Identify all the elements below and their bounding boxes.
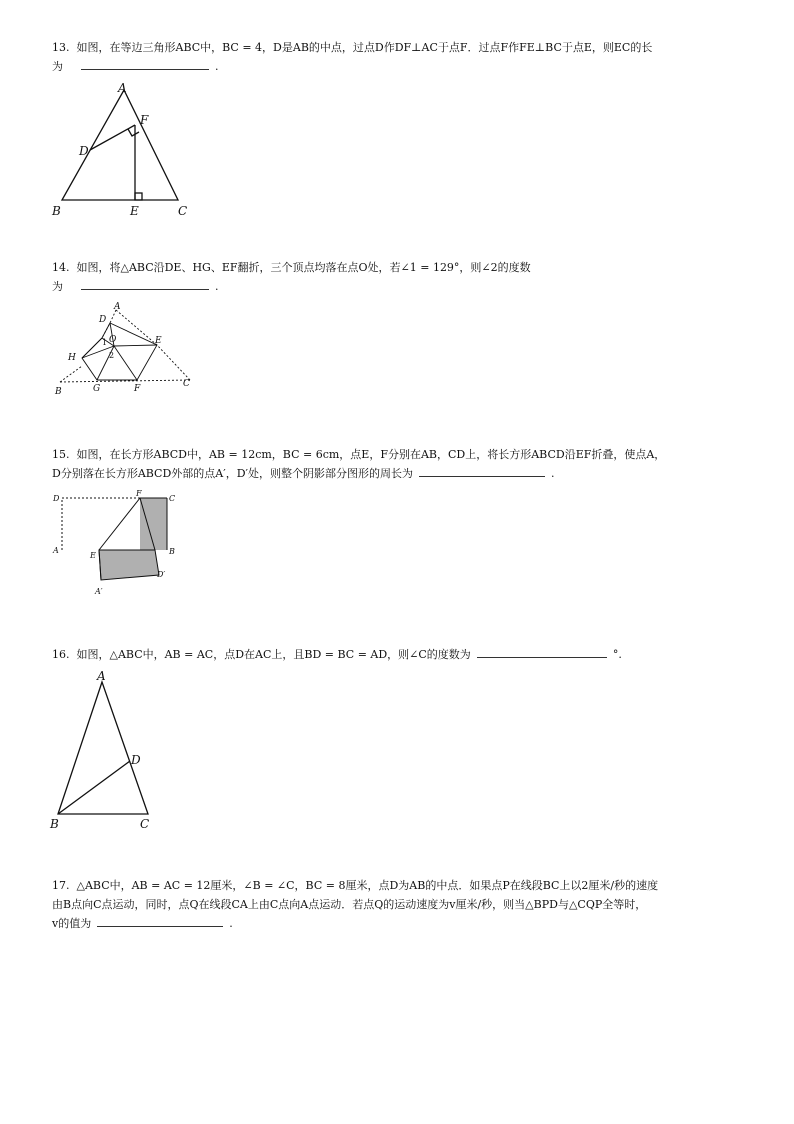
crease xyxy=(114,345,157,346)
question-13 xyxy=(52,38,752,76)
label-c: C xyxy=(140,817,150,831)
question-text: 如图，在长方形ABCD中，AB = 12cm，BC = 6cm，点E，F分别在AB，CD上，将长方形ABCD沿EF折叠，使点A， xyxy=(76,448,666,461)
crease xyxy=(82,338,102,358)
label-e: E xyxy=(130,204,139,218)
answer-blank[interactable] xyxy=(81,57,209,70)
label-g: G xyxy=(93,384,101,394)
question-number: 13. xyxy=(52,41,70,54)
label-d: D xyxy=(79,144,89,158)
crease xyxy=(114,346,137,380)
label-f: F xyxy=(140,113,149,127)
question-14 xyxy=(52,258,752,296)
question-end: °. xyxy=(612,648,622,661)
label-c: C xyxy=(169,494,176,503)
question-16 xyxy=(52,645,752,664)
question-text: v的值为 xyxy=(52,917,92,930)
label-b: B xyxy=(52,204,61,218)
label-b: B xyxy=(55,387,62,397)
label-e: E xyxy=(90,551,96,560)
label-a-prime: A′ xyxy=(95,587,103,596)
label-a: A xyxy=(114,302,121,312)
angle-label-2: 2 xyxy=(109,351,115,360)
question-end: . xyxy=(551,467,555,480)
label-b: B xyxy=(169,547,175,556)
question-15 xyxy=(52,445,752,483)
question-text: 为 xyxy=(52,60,63,73)
label-d: D xyxy=(99,315,107,325)
question-end: . xyxy=(215,280,219,293)
label-c: C xyxy=(178,204,188,218)
question-text: 如图，将△ABC沿DE、HG、EF翻折，三个顶点均落在点O处，若∠1 = 129°，则∠2的度数 xyxy=(76,261,531,274)
figure-14 xyxy=(52,298,207,398)
figure-15 xyxy=(50,490,185,600)
question-end: . xyxy=(229,917,233,930)
question-text: 如图，在等边三角形ABC中，BC = 4，D是AB的中点，过点D作DF⊥AC于点F．过点F作FE⊥BC于点E，则EC的长 xyxy=(76,41,653,54)
figure-13 xyxy=(48,80,198,222)
dashed-rectangle xyxy=(62,498,140,550)
question-text: 由B点向C点运动，同时，点Q在线段CA上由C点向A点运动．若点Q的运动速度为v厘米/秒，则当△BPD与△CQP全等时， xyxy=(52,898,647,911)
question-number: 16. xyxy=(52,648,70,661)
crease-ef xyxy=(99,498,140,550)
label-c: C xyxy=(183,379,190,389)
answer-blank[interactable] xyxy=(81,277,209,290)
dashed-side xyxy=(60,366,82,382)
question-text: D分别落在长方形ABCD外部的点A′，D′处，则整个阴影部分图形的周长为 xyxy=(52,467,414,480)
label-d-prime: D′ xyxy=(157,570,166,579)
question-number: 15. xyxy=(52,448,70,461)
triangle-abc xyxy=(58,682,148,814)
label-f: F xyxy=(134,384,141,394)
right-angle-mark xyxy=(128,129,139,136)
label-o: O xyxy=(109,335,117,345)
answer-blank[interactable] xyxy=(419,464,545,477)
label-d: D xyxy=(53,494,60,503)
right-angle-mark xyxy=(135,193,142,200)
label-a: A xyxy=(97,669,106,683)
shaded-region xyxy=(140,498,167,550)
answer-blank[interactable] xyxy=(477,645,607,658)
label-e: E xyxy=(155,336,162,346)
segment-bd xyxy=(58,761,130,814)
angle-label-1: 1 xyxy=(102,338,108,347)
folded-figure xyxy=(82,323,157,380)
question-number: 14. xyxy=(52,261,70,274)
label-h: H xyxy=(68,353,76,363)
label-d: D xyxy=(131,753,141,767)
question-text: 为 xyxy=(52,280,63,293)
answer-blank[interactable] xyxy=(97,914,223,927)
label-b: B xyxy=(50,817,59,831)
figure-16 xyxy=(46,666,166,834)
question-17 xyxy=(52,876,752,933)
question-text: 如图，△ABC中，AB = AC，点D在AC上，且BD = BC = AD，则∠C的度数为 xyxy=(76,648,471,661)
label-a: A xyxy=(118,81,127,95)
label-f: F xyxy=(136,490,142,498)
label-a: A xyxy=(53,546,59,555)
question-text: △ABC中，AB = AC = 12厘米，∠B = ∠C，BC = 8厘米，点D为AB的中点．如果点P在线段BC上以2厘米/秒的速度 xyxy=(76,879,659,892)
question-number: 17. xyxy=(52,879,70,892)
question-end: . xyxy=(215,60,219,73)
